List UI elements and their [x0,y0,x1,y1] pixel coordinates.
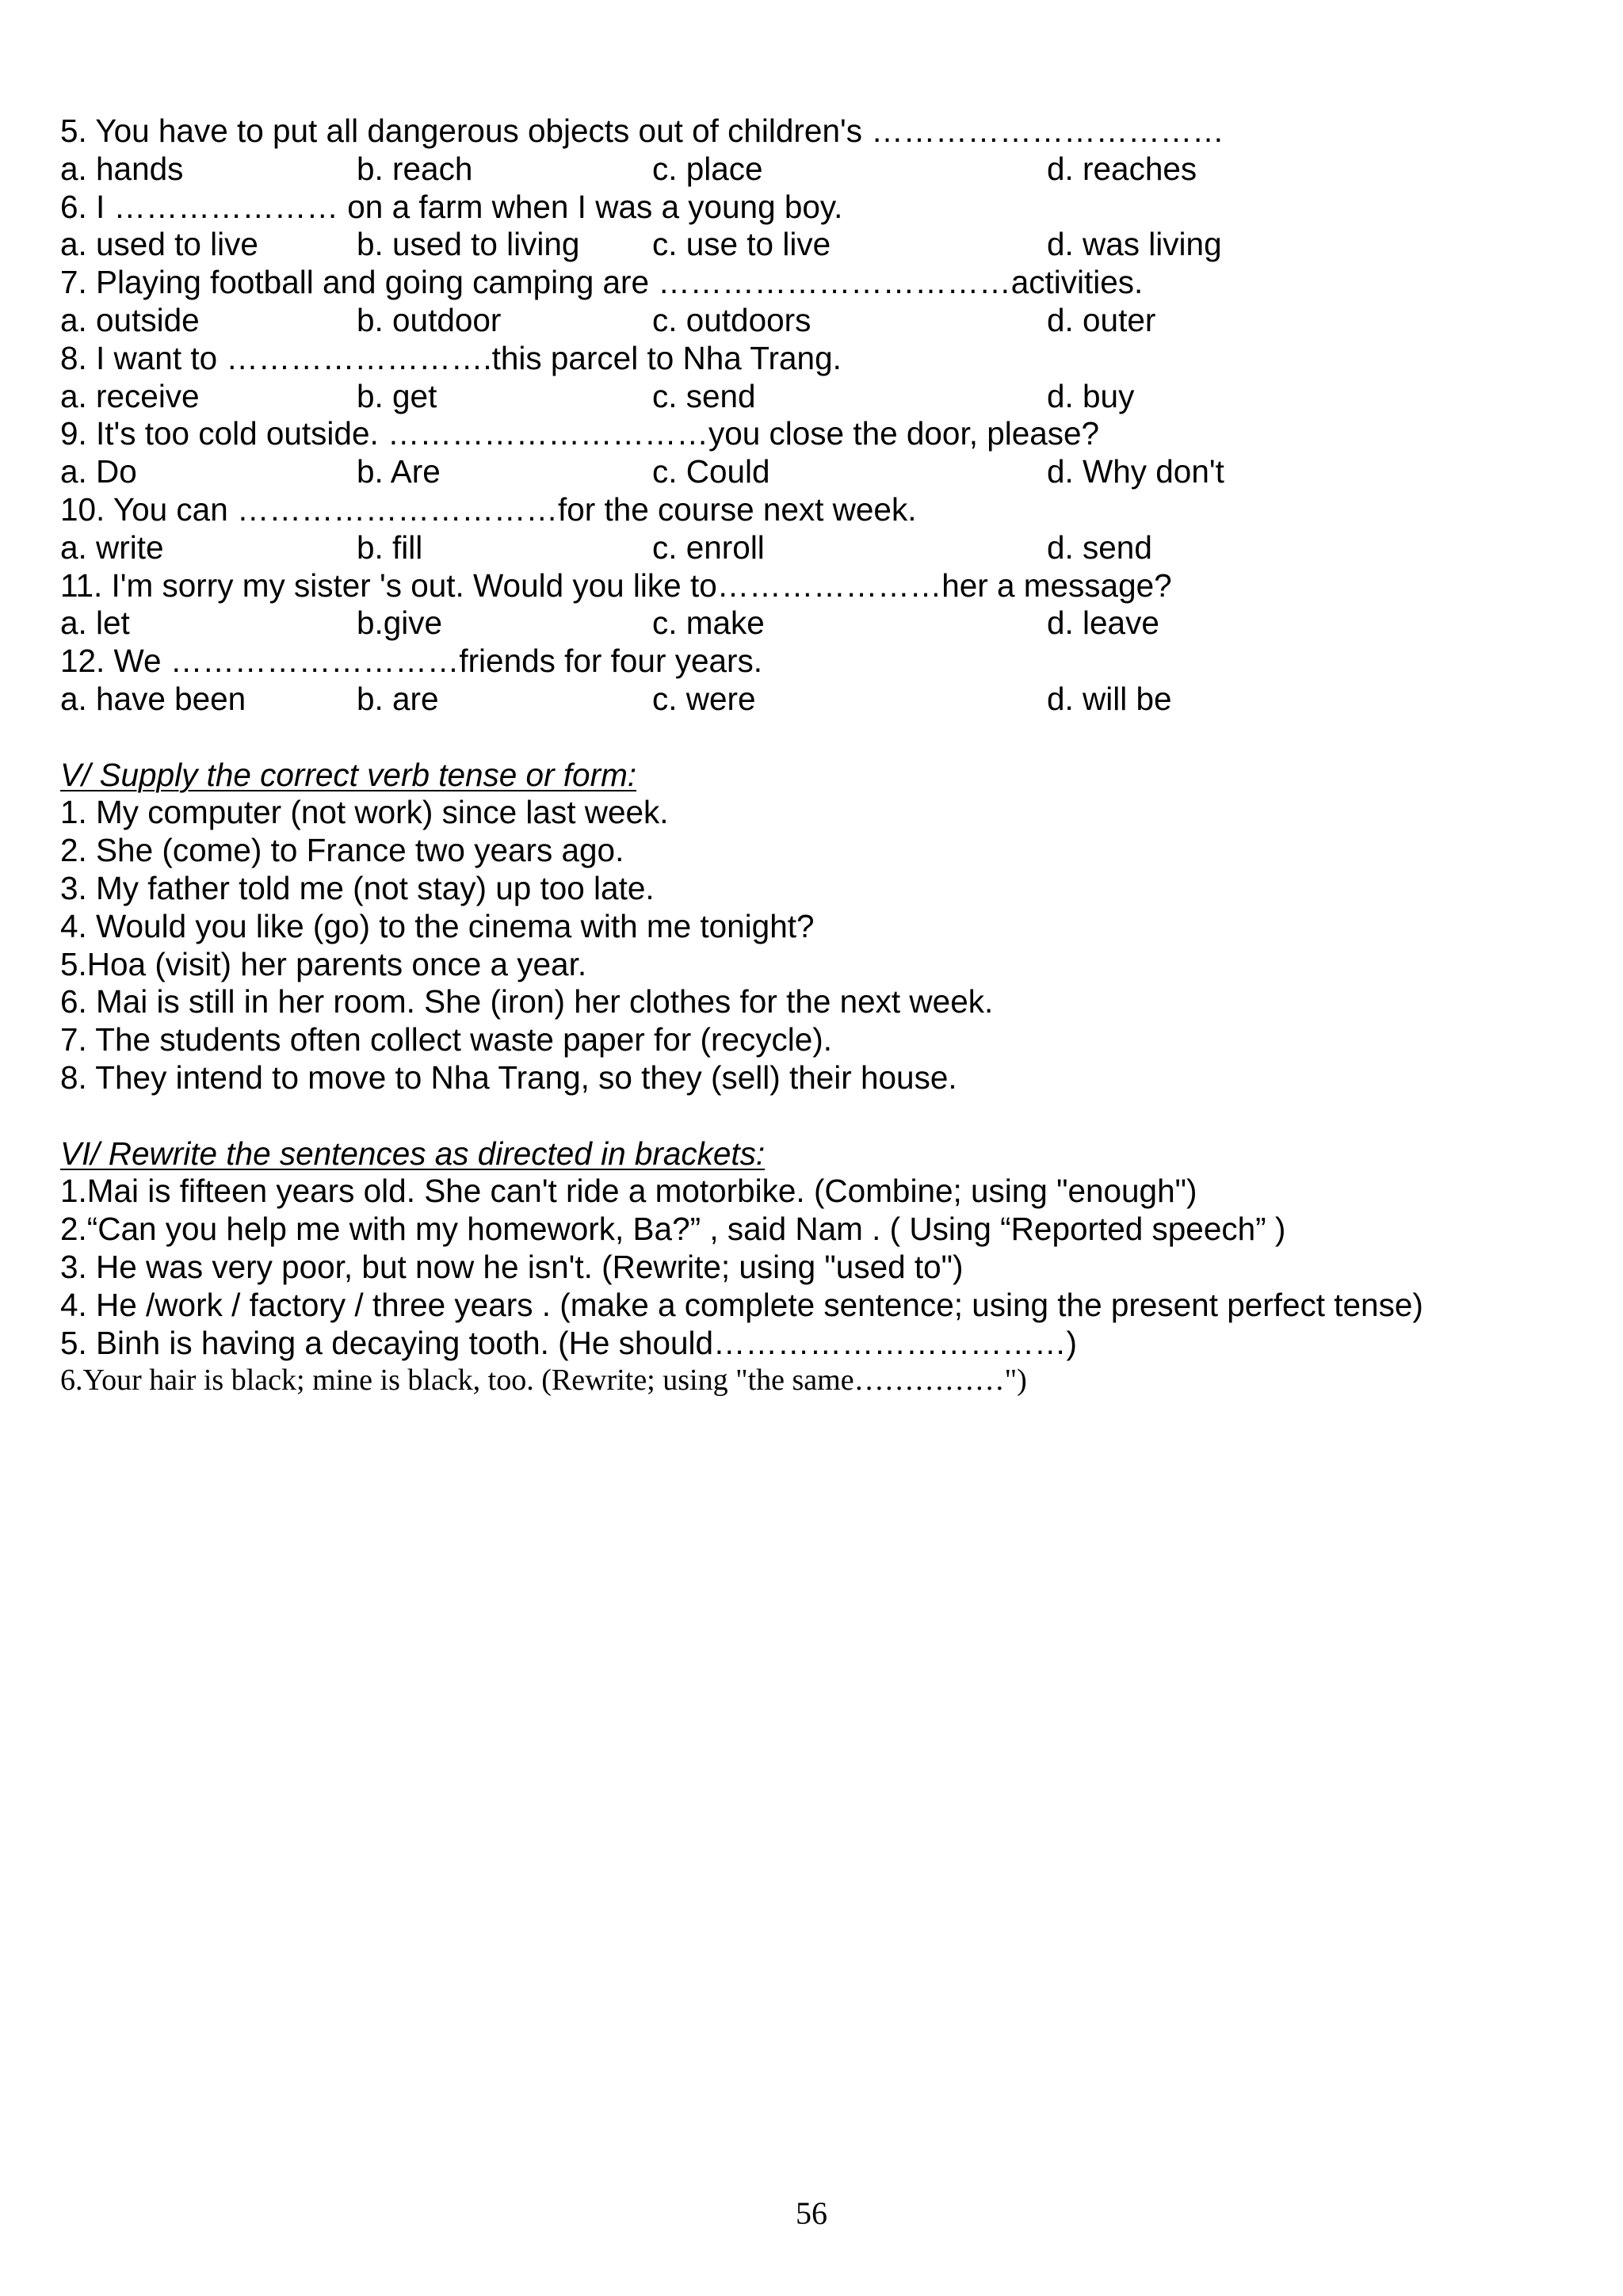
answer-options [60,302,1566,340]
question-stem: 9. It's too cold outside. …………………………you close the door, please? [60,415,1100,452]
section-rewrite [60,1135,1566,1401]
answer-options [60,529,1566,567]
answer-options [60,378,1566,416]
option-b: b. fill [357,528,423,566]
question-stem: 10. You can …………………………for the course next week. [60,490,917,528]
question-8 [60,340,1566,416]
option-d: d. send [1047,528,1152,566]
option-d: d. Why don't [1047,453,1224,490]
option-d: d. was living [1047,226,1222,263]
exercise-item: 2. She (come) to France two years ago. [60,832,624,869]
answer-options [60,151,1566,189]
exercise-item: 6. Mai is still in her room. She (iron) her clothes for the next week. [60,983,994,1020]
option-b: b. get [357,377,437,414]
option-b: b. are [357,680,439,717]
answer-options [60,681,1566,719]
answer-options [60,605,1566,643]
exercise-item: 6.Your hair is black; mine is black, too. (Rewrite; using "the same……………") [60,1363,1027,1398]
question-12 [60,643,1566,719]
option-d: d. outer [1047,301,1156,338]
option-a: a. Do [60,453,137,490]
option-c: c. Could [652,453,770,490]
option-c: c. were [652,680,756,717]
question-6 [60,189,1566,265]
option-c: c. enroll [652,528,765,566]
option-b: b. outdoor [357,301,502,338]
exercise-item: 5.Hoa (visit) her parents once a year. [60,945,587,982]
question-stem: 12. We ………………………friends for four years. [60,643,762,680]
answer-options [60,226,1566,264]
option-a: a. have been [60,680,246,717]
question-10 [60,491,1566,567]
multiple-choice-section [60,113,1566,719]
exercise-item: 1. My computer (not work) since last week. [60,794,669,831]
section-title: V/ Supply the correct verb tense or form: [60,756,637,793]
answer-options [60,453,1566,491]
exercise-item: 4. Would you like (go) to the cinema with me tonight? [60,907,815,944]
option-c: c. place [652,150,763,187]
page-number: 56 [796,2195,827,2231]
question-9 [60,415,1566,491]
exercise-item: 4. He /work / factory / three years . (make a complete sentence; using the present perfect tense) [60,1286,1423,1323]
question-stem: 5. You have to put all dangerous objects out of children's …………………………… [60,113,1224,149]
question-11 [60,567,1566,643]
exercise-item: 3. He was very poor, but now he isn't. (Rewrite; using "used to") [60,1248,964,1285]
option-c: c. send [652,377,756,414]
option-d: d. buy [1047,377,1135,414]
question-stem: 6. I ………………… on a farm when I was a young boy. [60,188,843,225]
exercise-item: 5. Binh is having a decaying tooth. (He should……………………………) [60,1324,1078,1361]
section-verb-tense [60,757,1566,1097]
option-a: a. hands [60,150,184,187]
option-a: a. outside [60,301,200,338]
question-stem: 11. I'm sorry my sister 's out. Would you like to…………………her a message? [60,566,1172,604]
question-5 [60,113,1566,189]
option-a: a. receive [60,377,200,414]
option-a: a. write [60,528,164,566]
section-title: VI/ Rewrite the sentences as directed in brackets: [60,1135,766,1172]
exercise-item: 3. My father told me (not stay) up too late. [60,869,655,906]
question-stem: 8. I want to …………………….this parcel to Nha Trang. [60,339,842,376]
option-d: d. will be [1047,680,1172,717]
option-b: b. Are [357,453,441,490]
option-c: c. use to live [652,226,831,263]
option-a: a. let [60,605,130,642]
option-b: b.give [357,605,443,642]
question-7 [60,264,1566,340]
exercise-item: 7. The students often collect waste paper for (recycle). [60,1021,832,1058]
option-a: a. used to live [60,226,258,263]
worksheet-content [60,113,1566,1400]
section-spacer [60,719,1566,757]
option-c: c. make [652,605,765,642]
exercise-item: 2.“Can you help me with my homework, Ba?” , said Nam . ( Using “Reported speech” ) [60,1211,1286,1248]
option-d: d. leave [1047,605,1159,642]
question-stem: 7. Playing football and going camping are ……………………………activities. [60,264,1144,301]
option-b: b. used to living [357,226,580,263]
option-d: d. reaches [1047,150,1197,187]
exercise-item: 1.Mai is fifteen years old. She can't ride a motorbike. (Combine; using "enough") [60,1173,1197,1210]
option-c: c. outdoors [652,301,812,338]
section-spacer [60,1097,1566,1135]
option-b: b. reach [357,150,473,187]
exercise-item: 8. They intend to move to Nha Trang, so they (sell) their house. [60,1058,957,1096]
